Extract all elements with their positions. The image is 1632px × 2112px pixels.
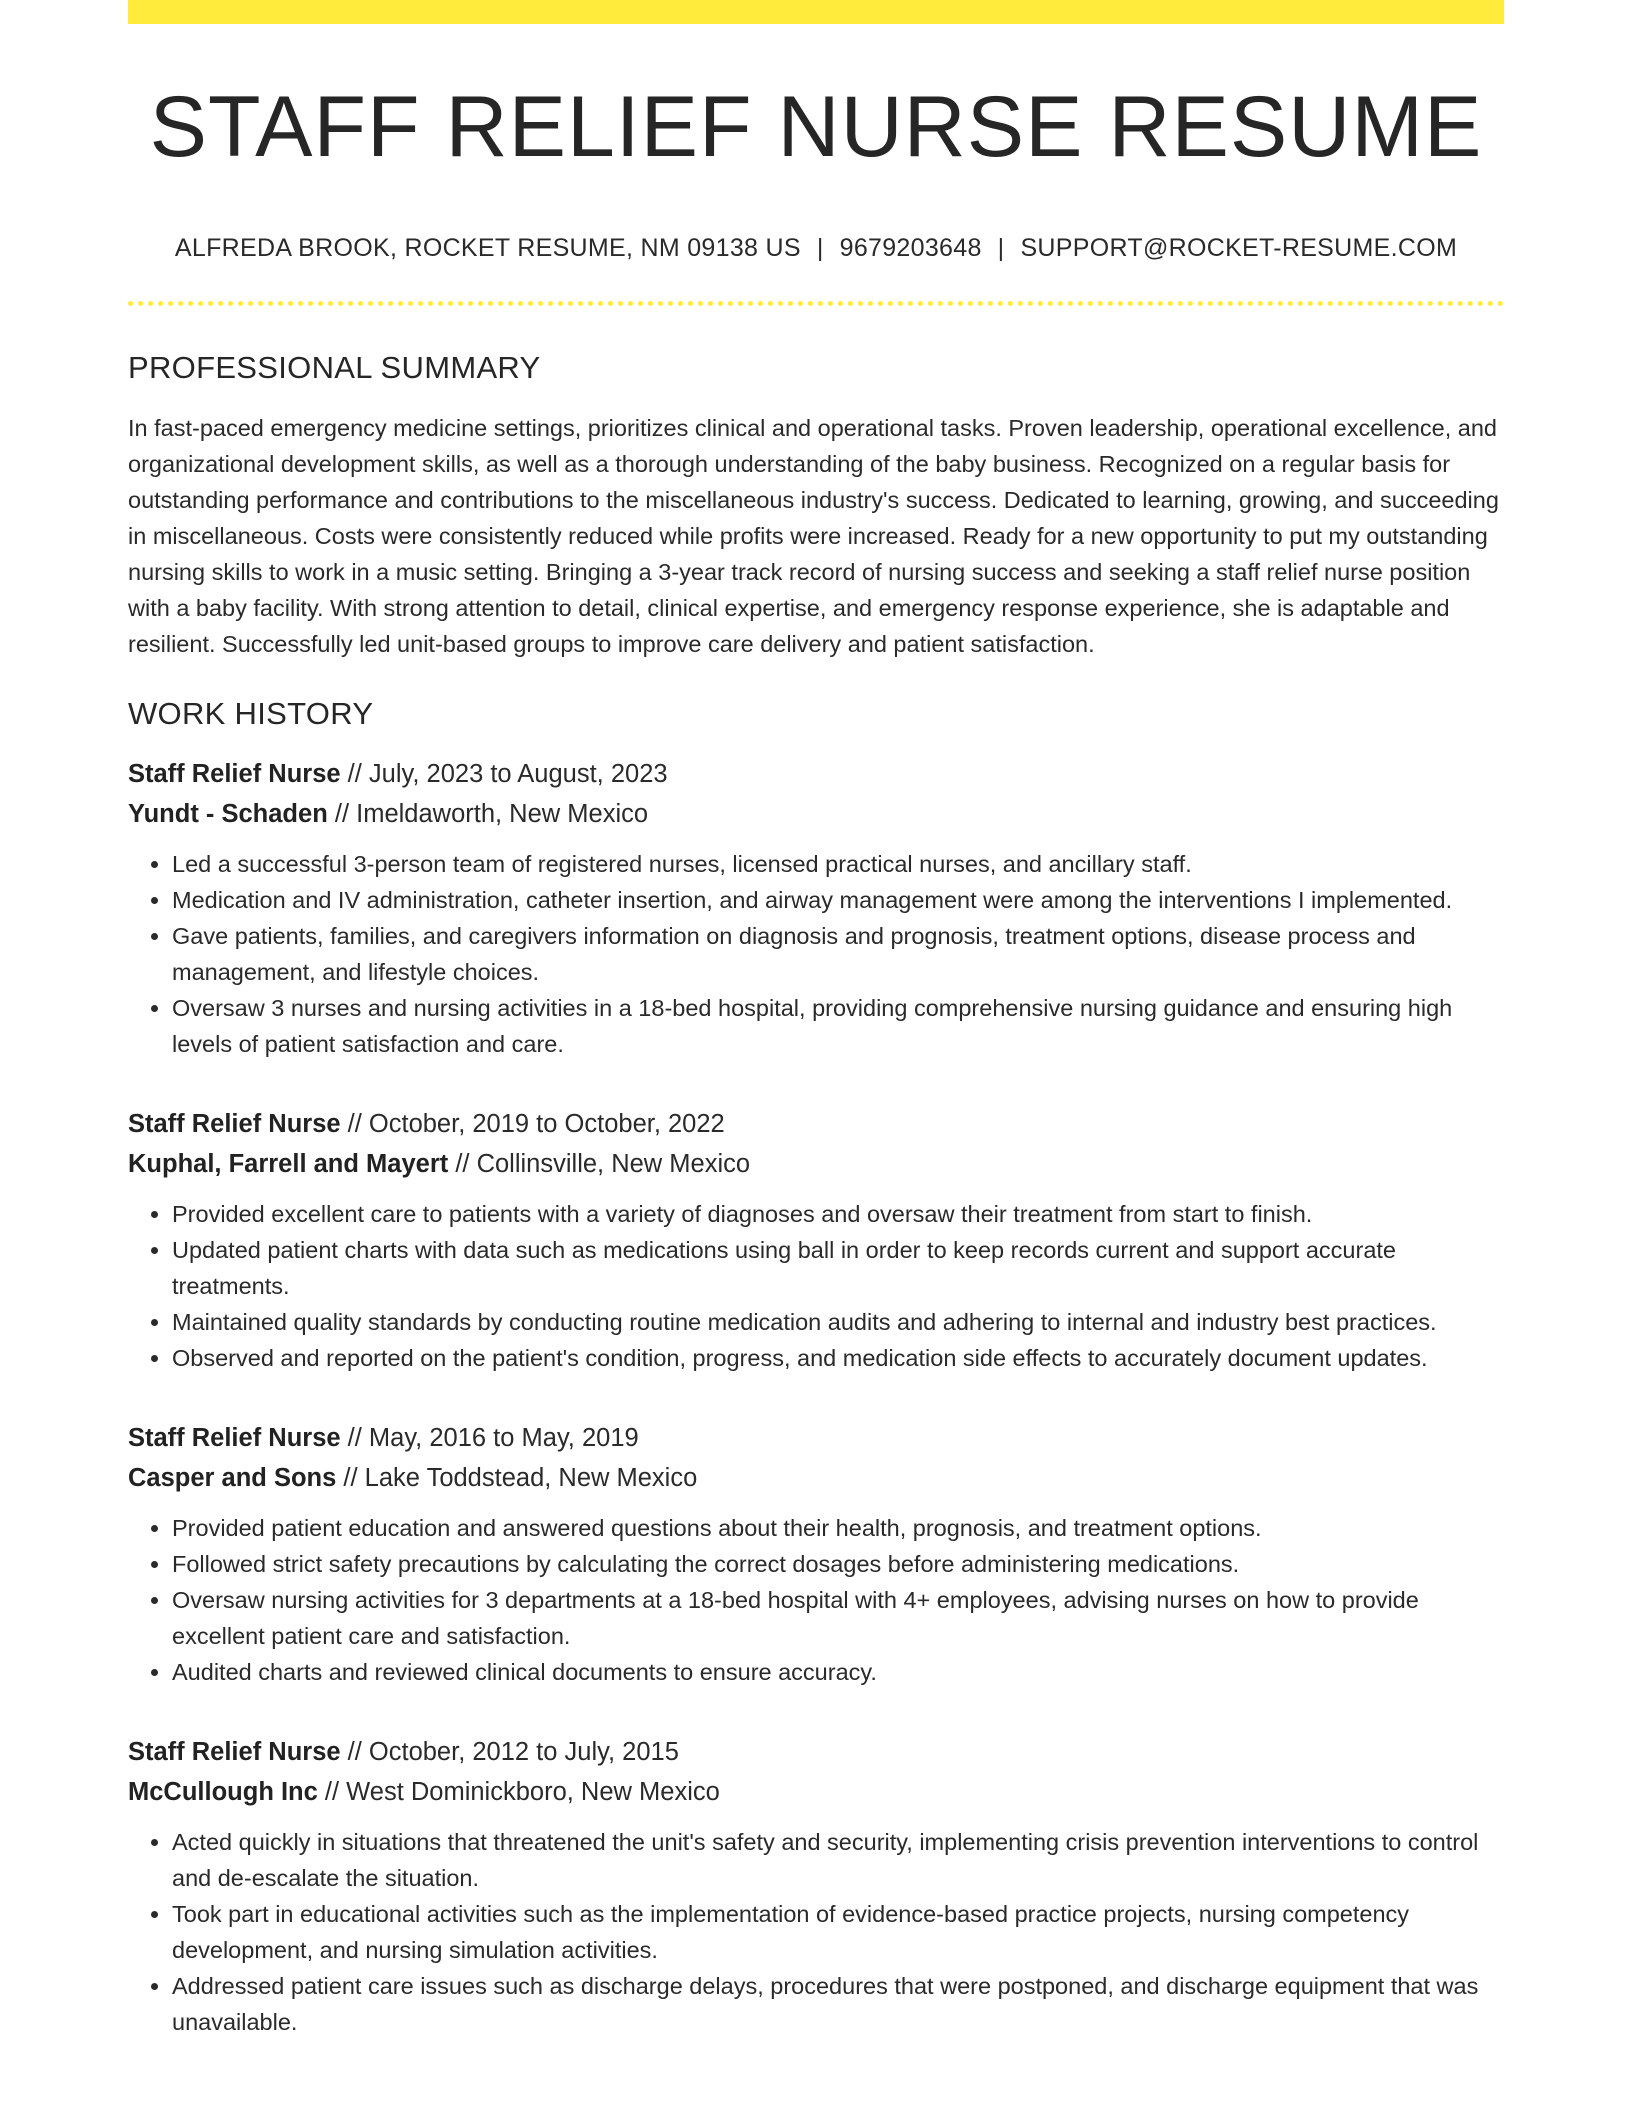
job-company: Yundt - Schaden: [128, 800, 328, 828]
job-location: // Collinsville, New Mexico: [448, 1150, 751, 1178]
job-company: Kuphal, Farrell and Mayert: [128, 1150, 449, 1178]
job-company: Casper and Sons: [128, 1464, 337, 1492]
contact-separator: |: [997, 234, 1005, 262]
job-bullet: • Oversaw 3 nurses and nursing activities in a 18-bed hospital, providing comprehensive nursing guidance and ensuring high levels of patient satisfaction and care.: [172, 990, 1504, 1062]
job-company-line: [128, 1458, 1504, 1498]
job-company-line: [128, 794, 1504, 834]
resume-page: [128, 0, 1504, 2040]
job-title-line: [128, 754, 1504, 794]
job-location: // Imeldaworth, New Mexico: [327, 800, 649, 828]
job-bullets: [128, 1196, 1504, 1376]
job-bullet: • Followed strict safety precautions by calculating the correct dosages before administering medications.: [172, 1546, 1504, 1582]
job-bullet: • Maintained quality standards by conducting routine medication audits and adhering to internal and industry best practices.: [172, 1304, 1504, 1340]
job-bullet: • Gave patients, families, and caregivers information on diagnosis and prognosis, treatment options, disease process and management, and lifestyle choices.: [172, 918, 1504, 990]
contact-email: SUPPORT@ROCKET-RESUME.COM: [1020, 234, 1458, 262]
work-history-heading: WORK HISTORY: [128, 696, 374, 731]
job-bullet: • Oversaw nursing activities for 3 departments at a 18-bed hospital with 4+ employees, advising nurses on how to provide excellent patient care and satisfaction.: [172, 1582, 1504, 1654]
summary-heading: PROFESSIONAL SUMMARY: [128, 350, 541, 385]
job-bullet: • Audited charts and reviewed clinical documents to ensure accuracy.: [172, 1654, 1504, 1690]
job-entry: [128, 1732, 1504, 2040]
job-company-line: [128, 1772, 1504, 1812]
job-title: Staff Relief Nurse: [128, 1424, 341, 1452]
job-title: Staff Relief Nurse: [128, 760, 341, 788]
job-bullet: • Provided patient education and answered questions about their health, prognosis, and treatment options.: [172, 1510, 1504, 1546]
job-title-line: [128, 1732, 1504, 1772]
job-dates: // May, 2016 to May, 2019: [340, 1424, 639, 1452]
job-bullet: • Acted quickly in situations that threatened the unit's safety and security, implementing crisis prevention interventions to control and de-escalate the situation.: [172, 1824, 1504, 1896]
job-entry: [128, 754, 1504, 1062]
summary-text: In fast-paced emergency medicine settings, prioritizes clinical and operational tasks. Proven leadership, operational excellence, and organizational development skills, as well as a thorough understanding of the baby business. Recognized on a regular basis for outstanding performance and contributions to the miscellaneous industry's success. Dedicated to learning, growing, and succeeding in miscellaneous. Costs were consistently reduced while profits were increased. Ready for a new opportunity to put my outstanding nursing skills to work in a music setting. Bringing a 3-year track record of nursing success and seeking a staff relief nurse position with a baby facility. With strong attention to detail, clinical expertise, and emergency response experience, she is adaptable and resilient. Successfully led unit-based groups to improve care delivery and patient satisfaction.: [128, 415, 1499, 657]
job-dates: // October, 2019 to October, 2022: [340, 1110, 725, 1138]
dotted-divider: [128, 301, 1504, 306]
job-company: McCullough Inc: [128, 1778, 318, 1806]
job-bullet: • Observed and reported on the patient's condition, progress, and medication side effects to accurately document updates.: [172, 1340, 1504, 1376]
job-location: // Lake Toddstead, New Mexico: [336, 1464, 698, 1492]
job-bullets: [128, 846, 1504, 1062]
contact-address: ALFREDA BROOK, ROCKET RESUME, NM 09138 US: [174, 234, 801, 262]
job-bullet: • Addressed patient care issues such as discharge delays, procedures that were postponed, and discharge equipment that was unavailable.: [172, 1968, 1504, 2040]
page-title: STAFF RELIEF NURSE RESUME: [149, 79, 1483, 175]
contact-separator: |: [816, 234, 824, 262]
job-entry: [128, 1418, 1504, 1690]
job-dates: // July, 2023 to August, 2023: [340, 760, 668, 788]
contact-line: [128, 234, 1504, 263]
contact-phone: 9679203648: [839, 234, 982, 262]
job-location: // West Dominickboro, New Mexico: [317, 1778, 720, 1806]
job-bullet: • Took part in educational activities such as the implementation of evidence-based practice projects, nursing competency development, and nursing simulation activities.: [172, 1896, 1504, 1968]
job-bullet: • Medication and IV administration, catheter insertion, and airway management were among the interventions I implemented.: [172, 882, 1504, 918]
job-dates: // October, 2012 to July, 2015: [340, 1738, 679, 1766]
job-title: Staff Relief Nurse: [128, 1110, 341, 1138]
job-title-line: [128, 1418, 1504, 1458]
job-bullet: • Led a successful 3-person team of registered nurses, licensed practical nurses, and ancillary staff.: [172, 846, 1504, 882]
job-company-line: [128, 1144, 1504, 1184]
job-bullet: • Provided excellent care to patients with a variety of diagnoses and oversaw their treatment from start to finish.: [172, 1196, 1504, 1232]
job-entry: [128, 1104, 1504, 1376]
job-bullet: • Updated patient charts with data such as medications using ball in order to keep records current and support accurate treatments.: [172, 1232, 1504, 1304]
job-title: Staff Relief Nurse: [128, 1738, 341, 1766]
job-bullets: [128, 1510, 1504, 1690]
job-bullets: [128, 1824, 1504, 2040]
job-title-line: [128, 1104, 1504, 1144]
accent-top-bar: [128, 0, 1504, 24]
